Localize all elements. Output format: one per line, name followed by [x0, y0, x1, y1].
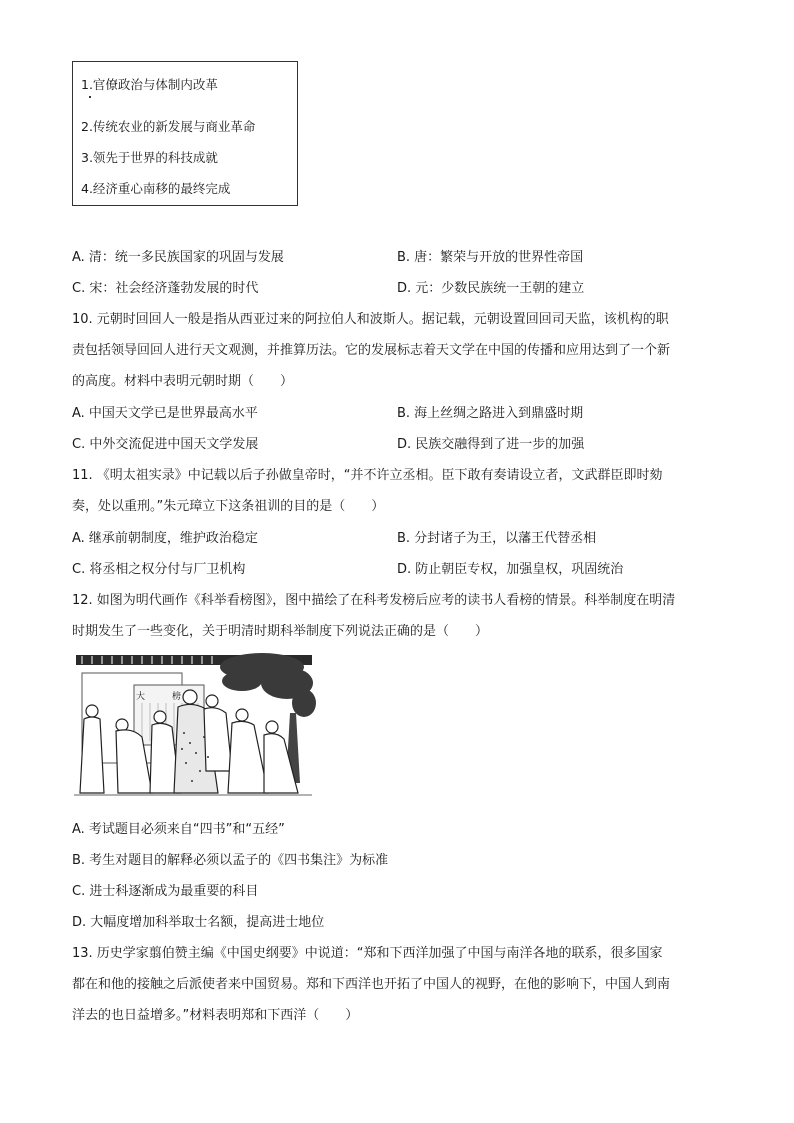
- q10-stem-line-2: 责包括领导回回人进行天文观测，并推算历法。它的发展标志着天文学在中国的传播和应用达到了一个新: [72, 343, 671, 358]
- q10-option-b[interactable]: B. 海上丝绸之路进入到鼎盛时期: [397, 406, 584, 421]
- q12-option-d[interactable]: D. 大幅度增加科举取士名额，提高进士地位: [72, 915, 325, 930]
- board-char-1: 大: [136, 692, 146, 702]
- q12-option-c[interactable]: C. 进士科逐渐成为最重要的科目: [72, 884, 259, 899]
- topic-item-2: 2.传统农业的新发展与商业革命: [81, 119, 256, 134]
- q11-option-b[interactable]: B. 分封诸子为王，以藩王代替丞相: [397, 531, 597, 546]
- q13-stem-line-1: 13. 历史学家翦伯赞主编《中国史纲要》中说道：“郑和下西洋加强了中国与南洋各地的联系，很多国家: [72, 946, 663, 961]
- q10-option-c[interactable]: C. 中外交流促进中国天文学发展: [72, 437, 259, 452]
- topic-item-3: 3.领先于世界的科技成就: [81, 150, 218, 165]
- q11-option-c[interactable]: C. 将丞相之权分付与厂卫机构: [72, 562, 246, 577]
- q11-option-a[interactable]: A. 继承前朝制度，维护政治稳定: [72, 531, 258, 546]
- q12-stem-line-1: 12. 如图为明代画作《科举看榜图》，图中描绘了在科考发榜后应考的读书人看榜的情景。科举制度在明清: [72, 593, 676, 608]
- stray-dot: [89, 96, 91, 98]
- q9-option-d[interactable]: D. 元：少数民族统一王朝的建立: [397, 281, 585, 296]
- board-char-2: 榜: [172, 692, 182, 702]
- topic-item-1: 1.官僚政治与体制内改革: [81, 77, 218, 92]
- topic-item-4: 4.经济重心南移的最终完成: [81, 181, 231, 196]
- q13-stem-line-2: 都在和他的接触之后派使者来中国贸易。郑和下西洋也开拓了中国人的视野，在他的影响下，中国人到南: [72, 977, 671, 992]
- q11-option-d[interactable]: D. 防止朝臣专权，加强皇权，巩固统治: [397, 562, 624, 577]
- q9-option-c[interactable]: C. 宋：社会经济蓬勃发展的时代: [72, 281, 259, 296]
- q12-stem-line-2: 时期发生了一些变化，关于明清时期科举制度下列说法正确的是（ ）: [72, 624, 489, 639]
- q9-option-b[interactable]: B. 唐：繁荣与开放的世界性帝国: [397, 250, 584, 265]
- q11-stem-line-2: 奏，处以重刑。”朱元璋立下这条祖训的目的是（ ）: [72, 499, 385, 514]
- q13-stem-line-3: 洋去的也日益增多。”材料表明郑和下西洋（ ）: [72, 1008, 359, 1023]
- q12-option-b[interactable]: B. 考生对题目的解释必须以孟子的《四书集注》为标准: [72, 853, 389, 868]
- q11-stem-line-1: 11. 《明太祖实录》中记载以后子孙做皇帝时，“并不许立丞相。臣下敢有奏请设立者，文武群臣即时劾: [72, 468, 663, 483]
- q10-option-a[interactable]: A. 中国天文学已是世界最高水平: [72, 406, 258, 421]
- q10-option-d[interactable]: D. 民族交融得到了进一步的加强: [397, 437, 585, 452]
- topic-list-box: [72, 61, 298, 206]
- q12-option-a[interactable]: A. 考试题目必须来自“四书”和“五经”: [72, 822, 285, 837]
- exam-results-illustration: [72, 653, 316, 803]
- q10-stem-line-1: 10. 元朝时回回人一般是指从西亚过来的阿拉伯人和波斯人。据记载，元朝设置回回司天监，该机构的职: [72, 312, 669, 327]
- q10-stem-line-3: 的高度。材料中表明元朝时期（ ）: [72, 374, 294, 389]
- q9-option-a[interactable]: A. 清：统一多民族国家的巩固与发展: [72, 250, 284, 265]
